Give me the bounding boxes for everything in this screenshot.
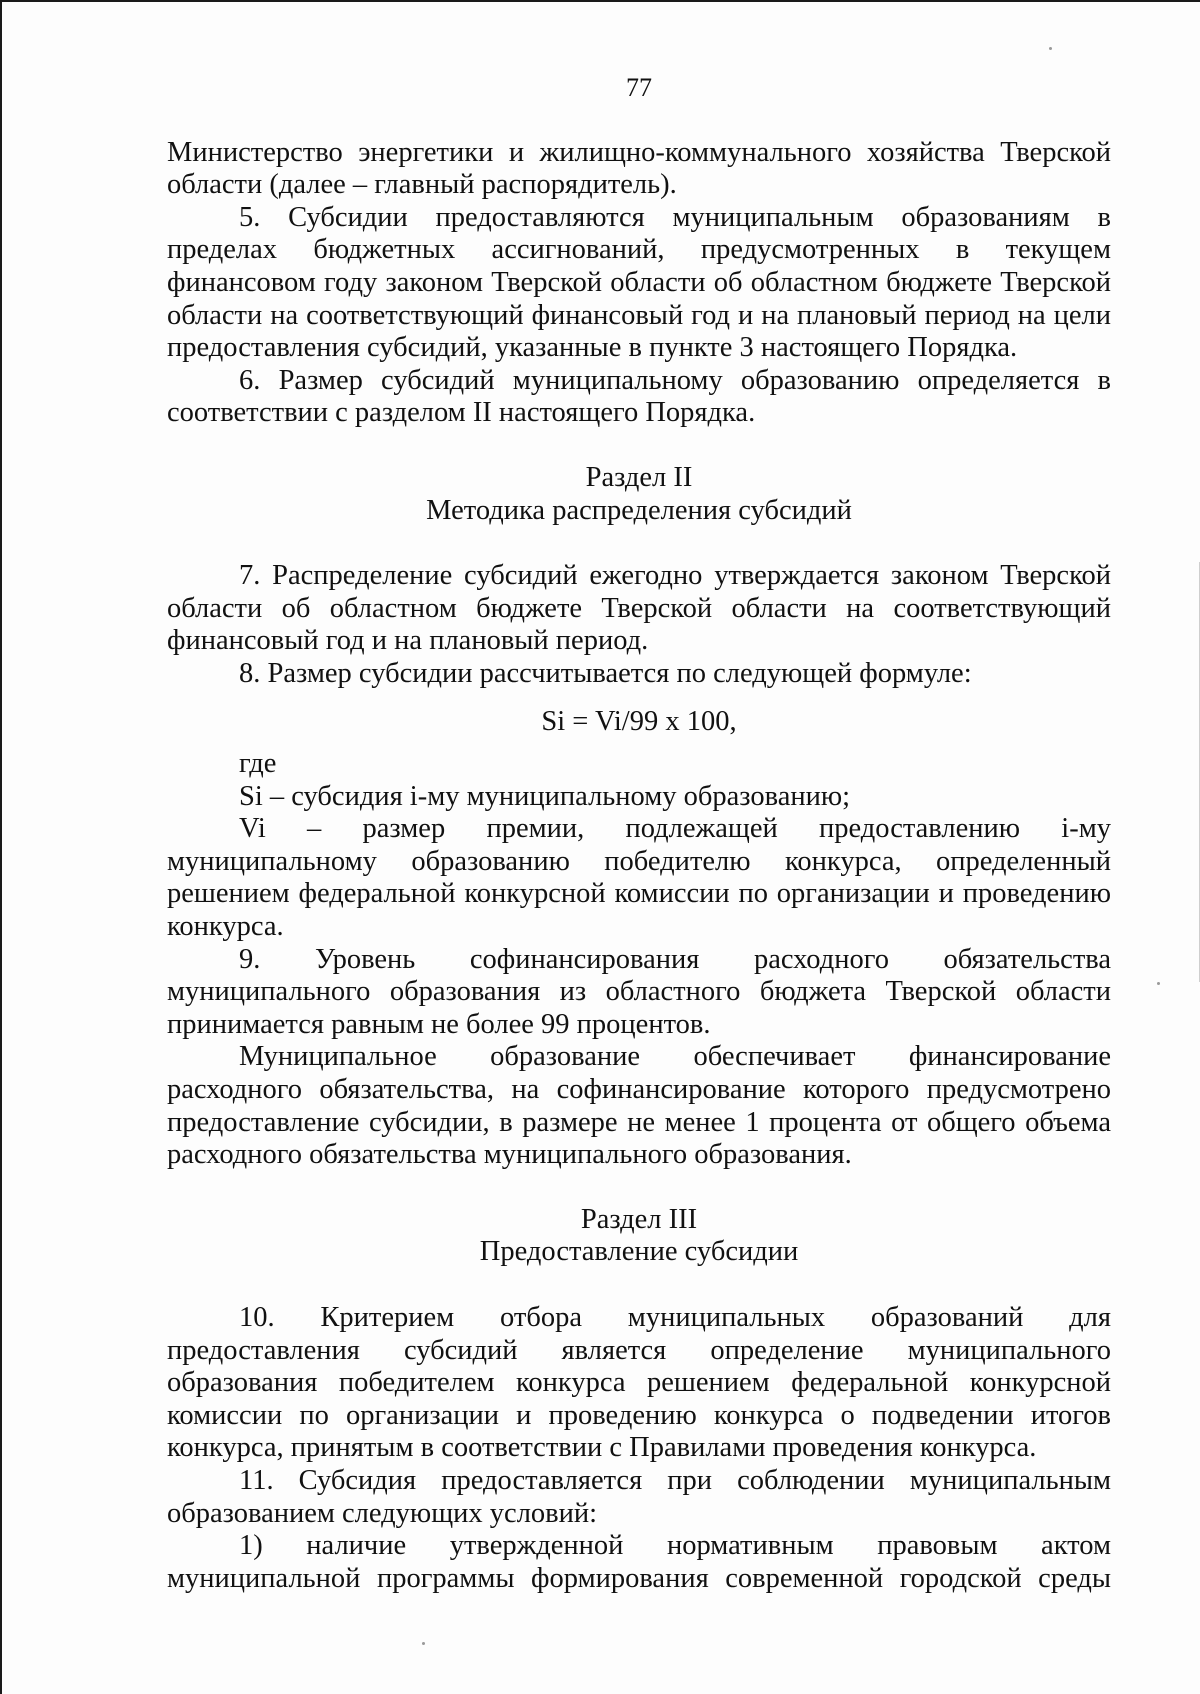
section-3-title: Предоставление субсидии [479, 1236, 799, 1268]
paragraph-9-line-1: 9. Уровень софинансирования расходного обязательства [239, 943, 1111, 975]
where-label: где [239, 748, 277, 780]
page-number: 77 [626, 73, 652, 102]
formula: Si = Vi/99 x 100, [541, 705, 737, 737]
paragraph-9-cofinancing: Муниципальное образование обеспечивает финансирование расходного обязательства, на софинансирование которого предусмотрено предоставление субсидии, в размере не менее 1 процента от общего объема расходного обязательства муниципального образования. [167, 1041, 1111, 1171]
scan-speck [1157, 982, 1160, 985]
intro-line-1: Министерство энергетики и жилищно-коммунального хозяйства Тверской [167, 136, 1111, 168]
scan-speck [1049, 47, 1052, 50]
section-2-heading [167, 462, 1111, 527]
paragraph-5: 5. Субсидии предоставляются муниципальным образованиям в пределах бюджетных ассигнований, предусмотренных в текущем финансовом году законом Тверской области об областном бюджете Тверской области на соответствующий финансовый год и на плановый период на цели предоставления субсидий, указанные в пункте 3 настоящего Порядка. [167, 201, 1111, 364]
paragraph-11: 11. Субсидия предоставляется при соблюдении муниципальным образованием следующих условий: [167, 1464, 1111, 1529]
scan-speck [422, 1642, 425, 1645]
document-body [167, 72, 1111, 1595]
paragraph-9-rest: муниципального образования из областного бюджета Тверской области принимается равным не более 99 процентов. [167, 976, 1111, 1040]
paragraph-10: 10. Критерием отбора муниципальных образований для предоставления субсидий является определение муниципального образования победителем конкурса решением федеральной конкурсной комиссии по организации и проведению конкурса о подведении итогов конкурса, принятым в соответствии с Правилами проведения конкурса. [167, 1302, 1111, 1464]
section-3-number: Раздел III [580, 1203, 698, 1235]
paragraph-8: 8. Размер субсидии рассчитывается по следующей формуле: [239, 657, 972, 689]
section-2-title: Методика распределения субсидий [426, 494, 852, 526]
list-item-1-line-1: 1) наличие утвержденной нормативным правовым актом [239, 1530, 1111, 1562]
list-item-1-line-2: муниципальной программы формирования современной городской среды [167, 1562, 1111, 1594]
definition-si: Si – субсидия i-му муниципальному образованию; [239, 780, 851, 812]
paragraph-6: 6. Размер субсидий муниципальному образованию определяется в соответствии с разделом II настоящего Порядка. [167, 364, 1111, 429]
section-3-heading [167, 1204, 1111, 1269]
definition-vi: Vi – размер премии, подлежащей предоставлению i-му муниципальному образованию победителю конкурса, определенный решением федеральной конкурсной комиссии по организации и проведению конкурса. [167, 813, 1111, 943]
intro-line-2: области (далее – главный распорядитель). [167, 169, 677, 201]
section-2-number: Раздел II [585, 461, 693, 493]
paragraph-7: 7. Распределение субсидий ежегодно утверждается законом Тверской области об областном бюджете Тверской области на соответствующий финансовый год и на плановый период. [167, 560, 1111, 657]
